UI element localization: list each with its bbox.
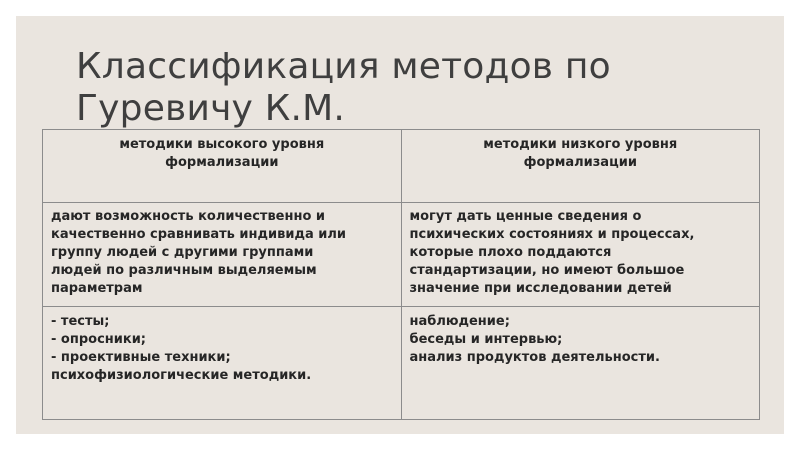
header-low-formalization bbox=[401, 130, 760, 203]
table-header-row bbox=[43, 130, 760, 203]
list-item: - проективные техники; bbox=[51, 350, 231, 365]
text-line: людей по различным выделяемым bbox=[51, 263, 317, 278]
header-line: формализации bbox=[523, 155, 637, 170]
description-low bbox=[401, 203, 760, 307]
examples-low bbox=[401, 307, 760, 420]
list-item: - опросники; bbox=[51, 332, 146, 347]
text-line: значение при исследовании детей bbox=[409, 281, 672, 296]
header-line: формализации bbox=[165, 155, 279, 170]
text-line: качественно сравнивать индивида или bbox=[51, 227, 346, 242]
table-row-examples bbox=[43, 307, 760, 420]
text-line: дают возможность количественно и bbox=[51, 209, 326, 224]
examples-high bbox=[43, 307, 402, 420]
header-high-formalization bbox=[43, 130, 402, 203]
list-item: - тесты; bbox=[51, 314, 110, 329]
text-line: которые плохо поддаются bbox=[409, 245, 612, 260]
title-line-2: Гуревичу К.М. bbox=[76, 88, 345, 129]
text-line: психических состояниях и процессах, bbox=[409, 227, 695, 242]
text-line: параметрам bbox=[51, 281, 143, 296]
title-line-1: Классификация методов по bbox=[76, 46, 611, 87]
header-line: методики низкого уровня bbox=[483, 137, 678, 152]
list-item: наблюдение; bbox=[409, 314, 510, 329]
description-high bbox=[43, 203, 402, 307]
slide bbox=[16, 16, 784, 434]
text-line: могут дать ценные сведения о bbox=[409, 209, 642, 224]
text-line: стандартизации, но имеют большое bbox=[409, 263, 685, 278]
slide-title bbox=[76, 46, 736, 130]
list-item: анализ продуктов деятельности. bbox=[409, 350, 660, 365]
text-line: группу людей с другими группами bbox=[51, 245, 314, 260]
methods-table bbox=[42, 129, 760, 420]
list-item: психофизиологические методики. bbox=[51, 368, 312, 383]
table-row-description bbox=[43, 203, 760, 307]
list-item: беседы и интервью; bbox=[409, 332, 563, 347]
header-line: методики высокого уровня bbox=[119, 137, 325, 152]
